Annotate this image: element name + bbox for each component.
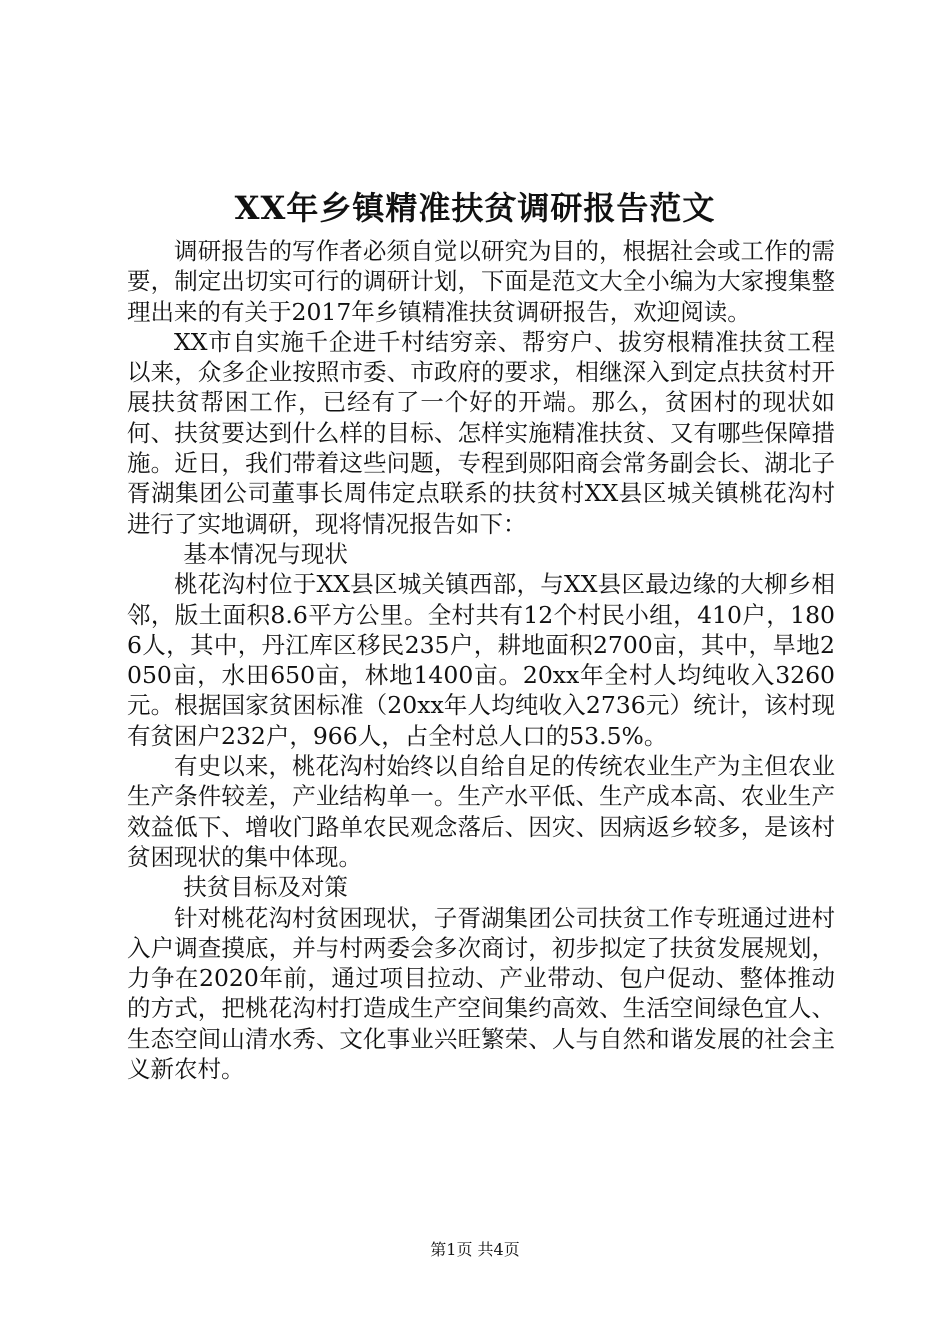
page-footer: 第1页 共4页 (430, 1240, 520, 1259)
document-body (127, 236, 835, 1084)
paragraph-background: XX市自实施千企进千村结穷亲、帮穷户、拔穷根精准扶贫工程以来，众多企业按照市委、市政府的要求，相继深入到定点扶贫村开展扶贫帮困工作，已经有了一个好的开端。那么，贫困村的现状如何、扶贫要达到什么样的目标、怎样实施精准扶贫、又有哪些保障措施。近日，我们带着这些问题，专程到郧阳商会常务副会长、湖北子胥湖集团公司董事长周伟定点联系的扶贫村XX县区城关镇桃花沟村进行了实地调研，现将情况报告如下： (127, 327, 835, 538)
paragraph-intro: 调研报告的写作者必须自觉以研究为目的，根据社会或工作的需要，制定出切实可行的调研计划，下面是范文大全小编为大家搜集整理出来的有关于2017年乡镇精准扶贫调研报告，欢迎阅读。 (127, 237, 835, 326)
paragraph-poverty-causes: 有史以来，桃花沟村始终以自给自足的传统农业生产为主但农业生产条件较差，产业结构单一。生产水平低、生产成本高、农业生产效益低下、增收门路单农民观念落后、因灾、因病返乡较多，是该村贫困现状的集中体现。 (127, 752, 835, 871)
section-heading-basic-situation: 基本情况与现状 (183, 539, 348, 568)
document-title: XX年乡镇精准扶贫调研报告范文 (234, 189, 716, 227)
paragraph-village-overview: 桃花沟村位于XX县区城关镇西部，与XX县区最边缘的大柳乡相邻，版土面积8.6平方公里。全村共有12个村民小组，410户，1806人，其中，丹江库区移民235户，耕地面积2700亩，其中，旱地2050亩，水田650亩，林地1400亩。20xx年全村人均纯收入3260元。根据国家贫困标准（20xx年人均纯收入2736元）统计，该村现有贫困户232户，966人，占全村总人口的53.5%。 (127, 570, 835, 750)
section-heading-goals-strategies: 扶贫目标及对策 (183, 873, 348, 902)
paragraph-development-plan: 针对桃花沟村贫困现状，子胥湖集团公司扶贫工作专班通过进村入户调查摸底，并与村两委会多次商讨，初步拟定了扶贫发展规划，力争在2020年前，通过项目拉动、产业带动、包户促动、整体推动的方式，把桃花沟村打造成生产空间集约高效、生活空间绿色宜人、生态空间山清水秀、文化事业兴旺繁荣、人与自然和谐发展的社会主义新农村。 (127, 903, 835, 1084)
